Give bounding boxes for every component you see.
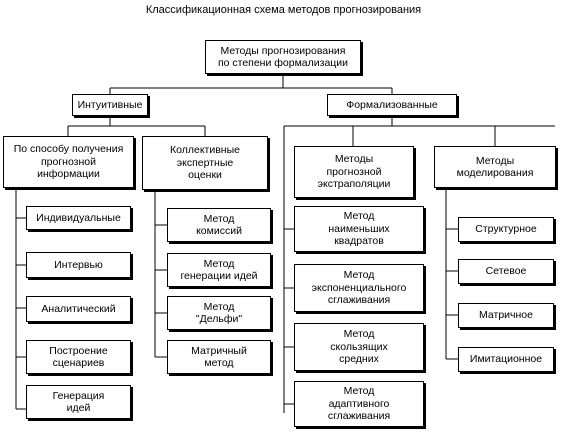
leaf-least-squares: Метод наименьших квадратов (294, 206, 424, 252)
root-node: Методы прогнозирования по степени формализации (205, 40, 361, 74)
leaf-matrix-method: Матричный метод (167, 340, 271, 374)
intuitive-node: Интуитивные (72, 94, 148, 116)
leaf-adaptive-smoothing: Метод адаптивного сглаживания (294, 381, 424, 427)
modeling-node: Методы моделирования (434, 146, 556, 188)
by-source-node: По способу получения прогнозной информации (3, 136, 134, 188)
leaf-moving-average: Метод скользящих средних (294, 323, 424, 371)
leaf-delphi: Метод "Дельфи" (167, 296, 271, 330)
leaf-simulation: Имитационное (458, 347, 554, 372)
leaf-idea-generation-method: Метод генерации идей (167, 253, 271, 287)
leaf-interview: Интервью (26, 252, 131, 278)
leaf-structural: Структурное (458, 217, 554, 242)
leaf-scenarios: Построение сценариев (26, 340, 131, 374)
leaf-individual: Индивидуальные (26, 206, 131, 230)
leaf-commissions: Метод комиссий (167, 208, 271, 242)
leaf-idea-generation: Генерация идей (26, 385, 131, 419)
extrapolation-node: Методы прогнозной экстраполяции (294, 146, 414, 198)
collective-node: Коллективные экспертные оценки (142, 136, 268, 190)
diagram-title: Классификационная схема методов прогнозирования (145, 4, 422, 16)
leaf-exponential-smoothing: Метод экспоненциального сглаживания (294, 264, 424, 312)
leaf-matrix: Матричное (458, 303, 554, 328)
formal-node: Формализованные (327, 94, 457, 116)
leaf-analytical: Аналитический (26, 296, 131, 322)
leaf-network: Сетевое (458, 259, 554, 284)
